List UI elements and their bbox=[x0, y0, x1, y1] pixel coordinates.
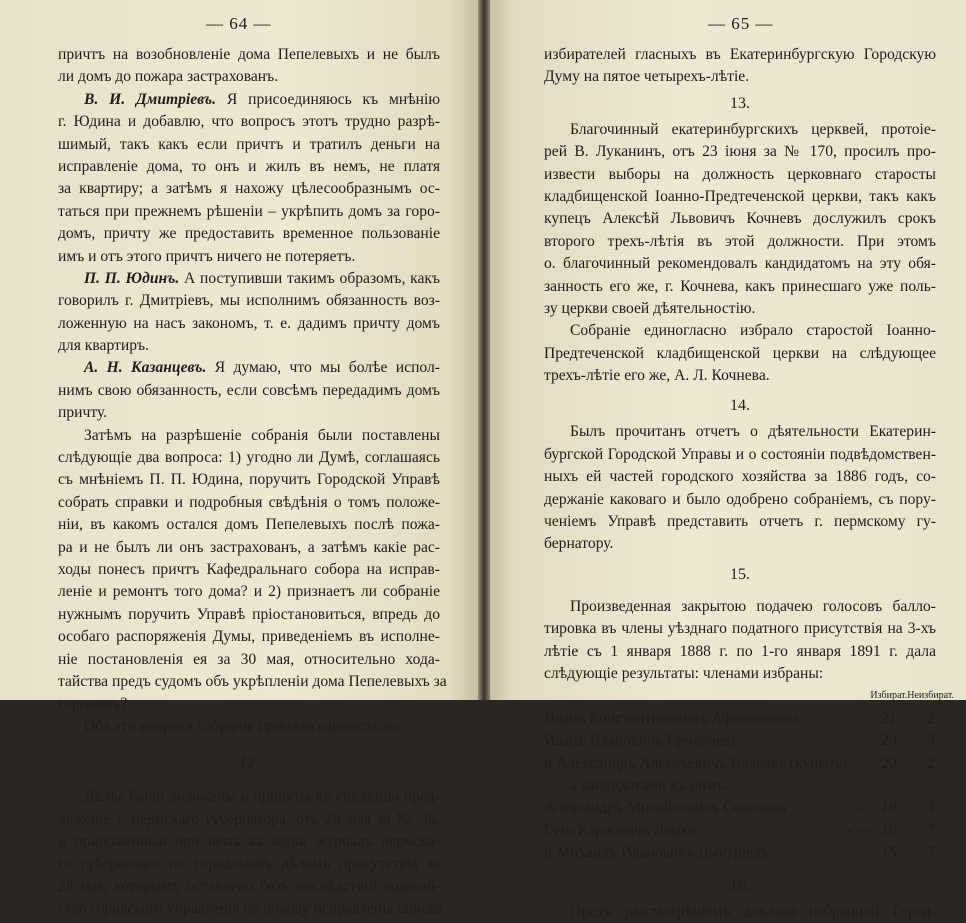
text-line: купецъ Алексѣй Львовичъ Кочневъ дослужилъ срокъ bbox=[544, 210, 936, 228]
text-line: причту. bbox=[58, 404, 108, 422]
leader-dashes: - - bbox=[851, 844, 866, 862]
votes-for: 16 bbox=[881, 821, 897, 839]
text-line: тировка въ члены уѣзднаго податного присутствія на 3-хъ bbox=[544, 620, 936, 638]
text-line: кладбищенской Іоанно-Предтеченской церкви, такъ какъ bbox=[544, 187, 936, 205]
person-name: Иванъ Ивановичъ Ермолаевъ bbox=[544, 732, 738, 750]
votes-against: 2 bbox=[926, 709, 935, 727]
book-gutter bbox=[478, 0, 490, 700]
page-body bbox=[544, 44, 954, 923]
section-number: 15. bbox=[730, 565, 750, 583]
text-line: собрать справки и подробныя свѣдѣнія о томъ положе- bbox=[58, 493, 440, 511]
text-line: нужнымъ поручить Управѣ пріостановиться, впредь до bbox=[58, 605, 440, 623]
votes-against: 7 bbox=[926, 844, 935, 862]
text-line: рей В. Луканинъ, отъ 23 іюня за № 170, просилъ про- bbox=[544, 143, 936, 161]
text-line: ченіемъ Управѣ представить отчетъ г. пермскому гу- bbox=[544, 513, 936, 531]
text-line: зу церкви своей дѣятельностію. bbox=[544, 299, 756, 317]
text-line: ложенную на насъ закономъ, т. е. дадимъ причту домъ bbox=[58, 314, 440, 332]
ballot-results-table bbox=[544, 685, 954, 864]
table-row bbox=[544, 797, 954, 819]
text-line: ство городского управленія по поводу исправленія списка bbox=[58, 900, 443, 918]
table-row bbox=[544, 820, 954, 842]
text-line: занность его же, г. Кочнева, какъ принесшаго уже поль- bbox=[544, 277, 936, 295]
text-line: Собраніе единогласно избрало старостой Іоанно- bbox=[570, 322, 936, 340]
section-number: 13. bbox=[730, 94, 750, 112]
text-line bbox=[58, 268, 440, 290]
votes-for: 19 bbox=[881, 799, 897, 817]
section-number: 14. bbox=[730, 397, 750, 415]
text-line: съ мнѣніемъ П. П. Юдина, поручить Городской Управѣ bbox=[58, 471, 440, 489]
votes-for: 15 bbox=[881, 844, 897, 862]
text-line: ра и не былъ ли онъ застрахованъ, а затѣмъ какіе рас- bbox=[58, 538, 440, 556]
column-header: Избират. bbox=[870, 690, 908, 702]
text-line: тайства предъ судомъ объ укрѣпленіи дома Пепелевыхъ за bbox=[58, 672, 447, 690]
page-body bbox=[58, 44, 447, 920]
text-line: Оба эти вопроса собраніе приняло единогласно. bbox=[84, 717, 404, 735]
text-line: ли домъ до пожара застрахованъ. bbox=[58, 68, 279, 86]
text-line: второго трехъ-лѣтія въ этой должности. При этомъ bbox=[544, 232, 936, 250]
page-number: — 65 — bbox=[708, 14, 774, 33]
person-name: Иванъ Константиновичъ Афиногеновъ bbox=[544, 709, 801, 727]
text-line: бургской Городской Управы и о состояніи подвѣдомствен- bbox=[544, 445, 936, 463]
text-line: причтъ на возобновленіе дома Пепелевыхъ и не былъ bbox=[58, 46, 440, 63]
text-line: ложеніе г. пермскаго губернатора, отъ 28 мая за № 36, bbox=[58, 810, 440, 828]
candidates-label: а кандидатами къ нимъ: bbox=[570, 777, 729, 794]
section-number: 16. bbox=[730, 876, 750, 894]
speech-text: А поступивши такимъ образомъ, какъ bbox=[179, 269, 440, 287]
speech-text: Я думаю, что мы болѣе испол- bbox=[206, 359, 440, 377]
text-line: лѣтіе съ 1 января 1888 г. по 1-го января 1891 г. дала bbox=[544, 642, 936, 660]
text-line: Предтеченской кладбищенской церкви на слѣдующее bbox=[544, 344, 936, 362]
votes-against: 2 bbox=[926, 754, 935, 772]
text-line: о. благочинный рекомендовалъ кандидатомъ на эту обя- bbox=[544, 255, 936, 273]
column-header: Неизбират. bbox=[907, 690, 954, 702]
speaker-name: А. Н. Казанцевъ. bbox=[84, 359, 207, 377]
text-line: Предъ разсмотрѣніемъ доклада избранной Город- bbox=[570, 902, 936, 920]
text-line: особаго распоряженія Думы, приведеніемъ въ исполне- bbox=[58, 628, 440, 646]
text-line: Далѣе были доложены и приняты къ свѣдѣнію пред- bbox=[84, 788, 440, 806]
text-line: ныхъ ей частей городского хозяйства за 1886 годъ, со- bbox=[544, 468, 936, 486]
leader-dashes: - - bbox=[851, 732, 866, 750]
table-row bbox=[544, 708, 954, 730]
text-line: шимый, такъ какъ если причтъ и тратилъ деньги на bbox=[58, 135, 440, 153]
speaker-name: В. И. Дмитріевъ. bbox=[84, 90, 217, 108]
text-line: за квартиру; а затѣмъ я нахожу цѣлесообразнымъ ос- bbox=[58, 180, 440, 198]
text-line: исправленіе дома, то онъ и жилъ въ немъ, не платя bbox=[58, 157, 440, 175]
person-name: Александръ Михайловичъ Соколовъ bbox=[544, 799, 787, 817]
text-line: трехъ-лѣтіе его же, А. Л. Кочнева. bbox=[544, 367, 770, 385]
person-name: и Александръ Алексѣевичъ Волковъ (купецъ) bbox=[544, 754, 847, 772]
text-line: держаніе каковаго и было одобрено собраніемъ, съ пору- bbox=[544, 490, 936, 508]
speaker-name: П. П. Юдинъ. bbox=[84, 269, 180, 287]
table-row bbox=[544, 842, 954, 864]
text-line: слѣдующіе два вопроса: 1) угодно ли Думѣ, соглашаясь bbox=[58, 449, 440, 467]
votes-against: 3 bbox=[926, 732, 935, 750]
text-line: 28 мая, которымъ оставлено безъ послѣдствій ходатай- bbox=[58, 877, 440, 895]
leader-dashes bbox=[847, 753, 870, 775]
text-line: имъ и отъ этого причтъ ничего не потеряетъ. bbox=[58, 247, 356, 265]
text-line: г. Юдина и добавлю, что вопросъ этотъ трудно разрѣ- bbox=[58, 113, 440, 131]
text-line: слѣдующіе результаты: членами избраны: bbox=[544, 664, 824, 682]
person-name: и Михаилъ Ивановичъ Дмитріевъ bbox=[544, 844, 768, 862]
text-line bbox=[58, 89, 440, 111]
text-line: Затѣмъ на разрѣшеніе собранія были поставлены bbox=[84, 426, 440, 444]
leader-dashes bbox=[847, 708, 870, 730]
table-row bbox=[544, 730, 954, 752]
text-line: Произведенная закрытою подачею голосовъ балло- bbox=[570, 597, 936, 615]
text-line: и приложенный при немъ въ копіи журналъ пермска- bbox=[58, 832, 440, 850]
text-line: избирателей гласныхъ въ Екатеринбургскую Городскую bbox=[544, 46, 936, 63]
left-page bbox=[0, 0, 478, 918]
text-line: ніе постановленія ея за 30 мая, относительно хода- bbox=[58, 650, 440, 668]
right-page bbox=[490, 0, 966, 920]
votes-against: 7 bbox=[926, 821, 935, 839]
text-line: Думу на пятое четырехъ-лѣтіе. bbox=[544, 68, 750, 86]
table-row bbox=[544, 753, 954, 775]
page-number: — 64 — bbox=[206, 14, 272, 33]
text-line: нимъ свою обязанность, если совсѣмъ передадимъ домъ bbox=[58, 381, 440, 399]
text-line: таться при прежнемъ рѣшеніи – укрѣпить домъ за горо- bbox=[58, 202, 440, 220]
votes-against: 3 bbox=[926, 799, 935, 817]
text-line: Благочинный екатеринбургскихъ церквей, протоіе- bbox=[570, 120, 936, 138]
text-line: ніи, въ какомъ остался домъ Пепелевыхъ послѣ пожа- bbox=[58, 516, 440, 534]
votes-for: 21 bbox=[881, 709, 897, 727]
text-line: ходы понесъ причтъ Кафедральнаго собора на исправ- bbox=[58, 560, 440, 578]
votes-for: 20 bbox=[881, 754, 897, 772]
text-line: леніе и ремонтъ того дома? и 2) признаетъ ли собраніе bbox=[58, 583, 440, 601]
section-number: 12. bbox=[239, 754, 259, 772]
votes-for: 20 bbox=[881, 732, 897, 750]
text-line: для квартиръ. bbox=[58, 337, 149, 355]
text-line bbox=[58, 357, 440, 379]
text-line: бернатору. bbox=[544, 535, 614, 553]
text-line: го губернскаго по городскимъ дѣламъ присутствія за bbox=[58, 855, 440, 873]
leader-dashes: - - - bbox=[846, 821, 871, 839]
text-line: домъ, причту же предоставить временное пользованіе bbox=[58, 225, 440, 243]
leader-dashes: - bbox=[856, 799, 862, 817]
text-line: извести выборы на должность церковнаго старосты bbox=[544, 165, 936, 183]
person-name: Гуго Карловичъ Лемке bbox=[544, 821, 696, 839]
text-line: говорилъ г. Дмитріевъ, мы исполнимъ обязанность воз- bbox=[58, 292, 440, 310]
text-line: городомъ? bbox=[58, 695, 128, 713]
speech-text: Я присоединяюсь къ мнѣнію bbox=[216, 90, 440, 108]
text-line: Былъ прочитанъ отчетъ о дѣятельности Екатерин- bbox=[570, 423, 936, 441]
